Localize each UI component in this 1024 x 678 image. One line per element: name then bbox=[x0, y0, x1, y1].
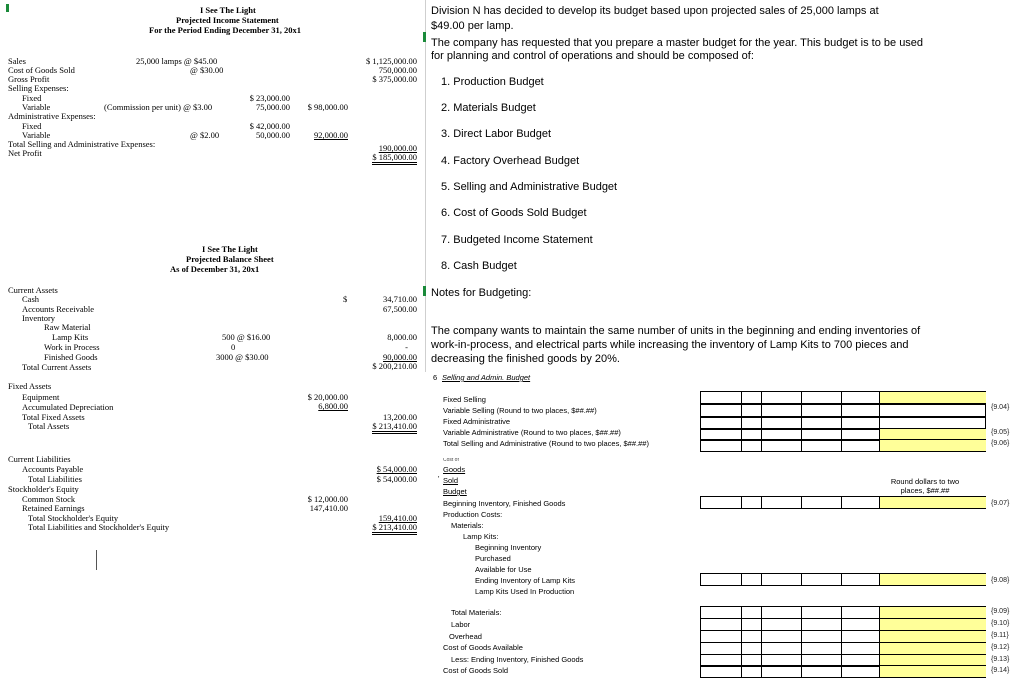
row-variable-admin: Variable Administrative (Round to two places, $##.##) bbox=[443, 428, 621, 437]
question-code: {9.14} bbox=[991, 667, 1010, 674]
bs-ta-val: $ 213,410.00 bbox=[372, 421, 417, 434]
row-lk-used: Lamp Kits Used In Production bbox=[475, 587, 575, 596]
notes-line-1: The company wants to maintain the same number of units in the beginning and ending inventories of bbox=[431, 325, 921, 337]
bs-ar-val: 67,500.00 bbox=[383, 304, 417, 314]
is-sales-detail: 25,000 lamps @ $45.00 bbox=[136, 56, 218, 66]
cell-marker bbox=[6, 4, 9, 12]
round-note-2: places, $##.## bbox=[900, 486, 950, 495]
bs-title-company: I See The Light bbox=[202, 244, 258, 254]
is-total-sa-label: Total Selling and Administrative Expenses: bbox=[8, 139, 156, 149]
is-cogs-total: 750,000.00 bbox=[378, 65, 417, 75]
intro-line-1: Division N has decided to develop its budget based upon projected sales of 25,000 lamps at bbox=[431, 5, 879, 17]
row-overhead: Overhead bbox=[449, 632, 482, 641]
is-net-val: $ 185,000.00 bbox=[372, 152, 417, 165]
answer-row bbox=[700, 404, 986, 417]
bullet-mark: ' bbox=[438, 474, 440, 483]
bs-cl-label: Current Liabilities bbox=[8, 454, 71, 464]
is-sell-fixed-val: $ 23,000.00 bbox=[249, 93, 290, 103]
bs-inv-label: Inventory bbox=[22, 313, 56, 323]
is-gross-label: Gross Profit bbox=[8, 74, 50, 84]
bs-lk-label: Lamp Kits bbox=[52, 332, 89, 342]
bs-tfa-label: Total Fixed Assets bbox=[22, 412, 85, 422]
question-code: {9.13} bbox=[991, 656, 1010, 663]
answer-row bbox=[700, 496, 986, 509]
row-beg-inv: Beginning Inventory bbox=[475, 543, 542, 552]
bs-cash-val: 34,710.00 bbox=[383, 294, 417, 304]
bs-cs-val: $ 12,000.00 bbox=[307, 494, 348, 504]
cogs-header-goods: Goods bbox=[443, 465, 466, 474]
intro-line-4: for planning and control of operations and should be composed of: bbox=[431, 50, 754, 62]
answer-row bbox=[700, 665, 986, 678]
answer-row bbox=[700, 573, 986, 586]
budget-item-2: 2. Materials Budget bbox=[441, 102, 536, 114]
section-title: Selling and Admin. Budget bbox=[442, 373, 531, 382]
question-code: {9.10} bbox=[991, 620, 1010, 627]
question-code: {9.09} bbox=[991, 608, 1010, 615]
bs-ad-val: 6,800.00 bbox=[318, 401, 348, 411]
bs-equip-label: Equipment bbox=[22, 392, 60, 402]
answer-cell[interactable] bbox=[879, 392, 986, 403]
cell-marker bbox=[423, 32, 426, 42]
is-sales-label: Sales bbox=[8, 56, 26, 66]
bs-fa-label: Fixed Assets bbox=[8, 381, 52, 391]
row-cogs-sold: Cost of Goods Sold bbox=[443, 666, 509, 675]
answer-cell[interactable] bbox=[879, 574, 986, 585]
is-adm-fixed-val: $ 42,000.00 bbox=[249, 121, 290, 131]
is-sell-var-val: 75,000.00 bbox=[256, 102, 290, 112]
is-adm-var-val: 50,000.00 bbox=[256, 130, 290, 140]
answer-row bbox=[700, 439, 986, 452]
budget-item-8: 8. Cash Budget bbox=[441, 260, 517, 272]
answer-cell[interactable] bbox=[879, 666, 986, 677]
bs-lk-detail: 500 @ $16.00 bbox=[222, 332, 271, 342]
is-cogs-label: Cost of Goods Sold bbox=[8, 65, 75, 75]
cell-marker bbox=[423, 286, 426, 296]
intro-line-3: The company has requested that you prepare a master budget for the year. This budget is to be used bbox=[431, 37, 924, 49]
bs-tca-label: Total Current Assets bbox=[22, 362, 92, 372]
question-code: {9.07} bbox=[991, 500, 1010, 507]
row-fixed-admin: Fixed Administrative bbox=[443, 417, 511, 426]
bs-tlse-val: $ 213,410.00 bbox=[372, 522, 417, 535]
question-code: {9.08} bbox=[991, 577, 1010, 584]
is-title-period: For the Period Ending December 31, 20x1 bbox=[149, 25, 301, 35]
bs-tl-label: Total Liabilities bbox=[28, 474, 82, 484]
row-end-lk: Ending Inventory of Lamp Kits bbox=[475, 576, 576, 585]
bs-equip-val: $ 20,000.00 bbox=[307, 392, 348, 402]
budget-item-3: 3. Direct Labor Budget bbox=[441, 128, 552, 140]
bs-lk-val: 8,000.00 bbox=[387, 332, 417, 342]
is-sell-total: $ 98,000.00 bbox=[307, 102, 348, 112]
row-materials: Materials: bbox=[451, 521, 484, 530]
bs-ap-label: Accounts Payable bbox=[22, 464, 84, 474]
bs-tlse-label: Total Liabilities and Stockholder's Equity bbox=[28, 522, 170, 532]
answer-cell[interactable] bbox=[879, 619, 986, 630]
cogs-header-top: Cost of bbox=[443, 458, 459, 462]
bs-ad-label: Accumulated Depreciation bbox=[22, 402, 114, 412]
is-sell-var-detail: (Commission per unit) @ $3.00 bbox=[104, 102, 213, 112]
row-lamp-kits: Lamp Kits: bbox=[463, 532, 499, 541]
budget-item-1: 1. Production Budget bbox=[441, 76, 544, 88]
question-code: {9.05} bbox=[991, 429, 1010, 436]
bs-tca-val: $ 200,210.00 bbox=[372, 361, 417, 371]
bs-ta-label: Total Assets bbox=[28, 421, 70, 431]
row-total-mat: Total Materials: bbox=[451, 608, 502, 617]
is-selling-label: Selling Expenses: bbox=[8, 83, 69, 93]
row-fixed-selling: Fixed Selling bbox=[443, 395, 486, 404]
bs-tl-val: $ 54,000.00 bbox=[376, 474, 417, 484]
row-variable-selling: Variable Selling (Round to two places, $##.##) bbox=[443, 406, 597, 415]
is-admin-label: Administrative Expenses: bbox=[8, 111, 96, 121]
bs-re-val: 147,410.00 bbox=[309, 503, 348, 513]
budget-item-6: 6. Cost of Goods Sold Budget bbox=[441, 207, 587, 219]
bs-wip-val: - bbox=[405, 342, 408, 352]
column-divider bbox=[425, 0, 426, 372]
bs-fg-label: Finished Goods bbox=[44, 352, 98, 362]
budget-item-4: 4. Factory Overhead Budget bbox=[441, 155, 580, 167]
row-prod-costs: Production Costs: bbox=[443, 510, 503, 519]
question-code: {9.04} bbox=[991, 404, 1010, 411]
bs-ap-val: $ 54,000.00 bbox=[376, 464, 417, 474]
bs-wip-label: Work in Process bbox=[44, 342, 100, 352]
question-code: {9.11} bbox=[991, 632, 1009, 639]
bs-tfa-val: 13,200.00 bbox=[383, 412, 417, 422]
is-sell-var-label: Variable bbox=[22, 102, 51, 112]
is-total-sa-val: 190,000.00 bbox=[378, 143, 417, 153]
bs-cs-label: Common Stock bbox=[22, 494, 76, 504]
row-labor: Labor bbox=[451, 620, 471, 629]
notes-heading: Notes for Budgeting: bbox=[431, 287, 532, 299]
bs-wip-detail: 0 bbox=[231, 342, 236, 352]
bs-ca-label: Current Assets bbox=[8, 285, 58, 295]
is-title-company: I See The Light bbox=[200, 5, 256, 15]
row-total-sa: Total Selling and Administrative (Round to two places, $##.##) bbox=[443, 439, 649, 448]
is-title-statement: Projected Income Statement bbox=[176, 15, 279, 25]
is-adm-var-detail: @ $2.00 bbox=[190, 130, 220, 140]
bs-cash-label: Cash bbox=[22, 294, 39, 304]
bs-fg-detail: 3000 @ $30.00 bbox=[216, 352, 269, 362]
bs-title-statement: Projected Balance Sheet bbox=[186, 254, 274, 264]
is-sales-total: $ 1,125,000.00 bbox=[366, 56, 417, 66]
cogs-header-budget: Budget bbox=[443, 487, 467, 496]
is-cogs-detail: @ $30.00 bbox=[190, 65, 224, 75]
section-number: 6 bbox=[433, 373, 438, 382]
is-sell-fixed-label: Fixed bbox=[22, 93, 42, 103]
round-note-1: Round dollars to two bbox=[890, 477, 960, 486]
text-cursor bbox=[96, 550, 97, 570]
notes-line-3: decreasing the finished goods by 20%. bbox=[431, 353, 620, 365]
question-code: {9.06} bbox=[991, 440, 1010, 447]
bs-tse-label: Total Stockholder's Equity bbox=[28, 513, 119, 523]
row-cogs-avail: Cost of Goods Available bbox=[443, 643, 523, 652]
is-adm-var-label: Variable bbox=[22, 130, 51, 140]
bs-tse-val: 159,410.00 bbox=[378, 513, 417, 523]
bs-fg-val: 90,000.00 bbox=[383, 352, 417, 362]
row-avail-use: Available for Use bbox=[475, 565, 532, 574]
is-adm-fixed-label: Fixed bbox=[22, 121, 42, 131]
answer-cell[interactable] bbox=[879, 607, 986, 618]
bs-cash-sign: $ bbox=[343, 294, 348, 304]
is-adm-total: 92,000.00 bbox=[314, 130, 348, 140]
bs-title-date: As of December 31, 20x1 bbox=[170, 264, 260, 274]
question-code: {9.12} bbox=[991, 644, 1010, 651]
is-gross-total: $ 375,000.00 bbox=[372, 74, 417, 84]
bs-rm-label: Raw Material bbox=[44, 322, 91, 332]
bs-se-label: Stockholder's Equity bbox=[8, 484, 79, 494]
answer-cell[interactable] bbox=[879, 440, 986, 451]
cogs-header-sold: Sold bbox=[443, 476, 459, 485]
answer-row bbox=[700, 391, 986, 404]
notes-line-2: work-in-process, and electrical parts while increasing the inventory of Lamp Kits to 700 pieces and bbox=[431, 339, 909, 351]
intro-line-2: $49.00 per lamp. bbox=[431, 20, 514, 32]
row-purchased: Purchased bbox=[475, 554, 511, 563]
is-net-label: Net Profit bbox=[8, 148, 42, 158]
budget-item-7: 7. Budgeted Income Statement bbox=[441, 234, 593, 246]
row-beg-fg: Beginning Inventory, Finished Goods bbox=[443, 499, 566, 508]
bs-ar-label: Accounts Receivable bbox=[22, 304, 94, 314]
answer-cell[interactable] bbox=[879, 631, 986, 642]
bs-re-label: Retained Earnings bbox=[22, 503, 85, 513]
budget-item-5: 5. Selling and Administrative Budget bbox=[441, 181, 618, 193]
row-less-end-fg: Less: Ending Inventory, Finished Goods bbox=[451, 655, 584, 664]
answer-cell[interactable] bbox=[879, 497, 986, 508]
answer-cell[interactable] bbox=[879, 643, 986, 654]
